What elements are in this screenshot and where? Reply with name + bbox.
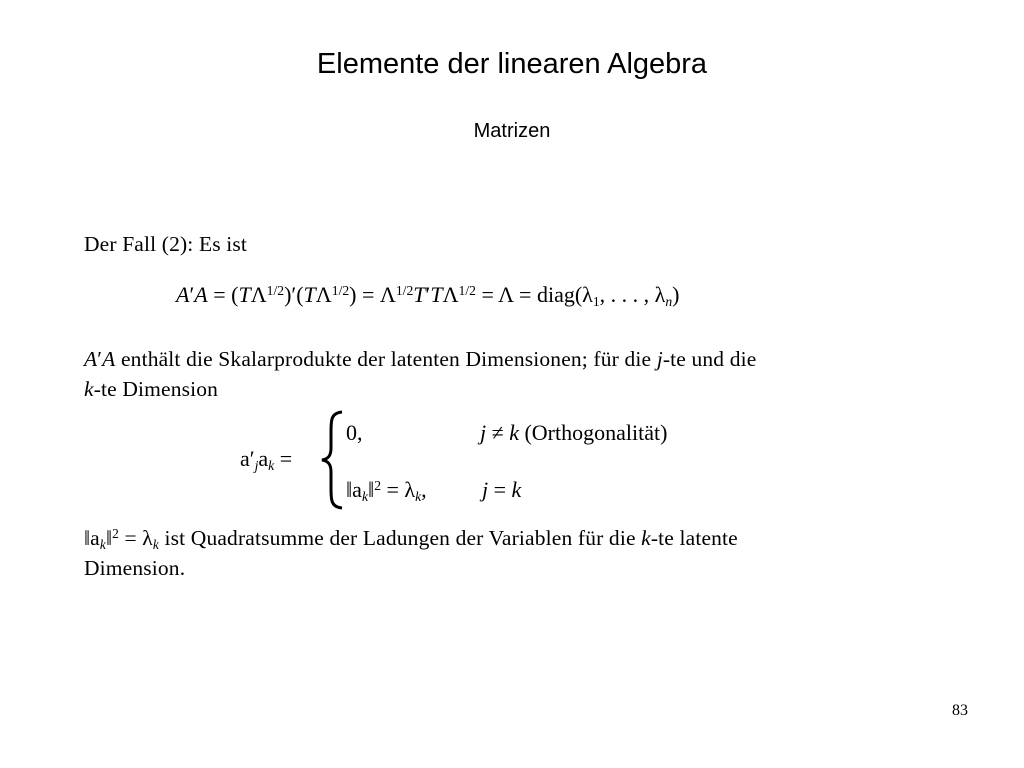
paragraph-skalarprodukte-line2 [84,377,218,402]
slide-subtitle: Matrizen [473,120,551,142]
equation-lhs: $a'_ja_k$ = [240,446,293,474]
paragraph1-text: enthält die Skalarprodukte der latenten Dimensionen; für die [120,347,652,371]
case1-value: 0, [346,420,363,445]
math-ata-inline: A′A [84,347,116,371]
paragraph2-text: ist Quadratsumme der Ladungen der Variablen für die [164,526,636,550]
page-number: 83 [952,702,968,719]
paragraph1-te-und-die: -te und die [662,347,757,371]
case2-condition: j = k [482,477,522,502]
equation-ata: $A'A = (T\Lambda^{1/2})'(T\Lambda^{1/2}) = \Lambda^{1/2}T'T\Lambda^{1/2} = \Lambda$ = $diag(\lambda_1$, . . . , $\lambda_n$) [176,282,680,310]
case1-condition: j ≠ k (Orthogonalität) [480,420,668,445]
orthogonality-label: (Orthogonalität) [524,420,668,445]
math-j-inline: j [656,347,663,371]
math-norm-inline: $‖a_k‖^2 = \lambda_k$ [84,525,159,552]
case2-value: $‖a_k‖^2 = \lambda_k$, [346,477,427,505]
paragraph-skalarprodukte-line1 [84,347,756,372]
slide-title: Elemente der linearen Algebra [316,48,708,80]
paragraph2-te-latente: -te latente [650,526,738,550]
paragraph-quadratsumme-line2: Dimension. [84,556,186,580]
math-k-inline: k [84,377,94,401]
left-brace [318,410,348,510]
math-k-inline-2: k [641,526,651,550]
paragraph-quadratsumme-line1 [84,526,738,551]
paragraph1-te-dimension: -te Dimension [93,377,219,401]
intro-text: Der Fall (2): Es ist [84,232,248,256]
